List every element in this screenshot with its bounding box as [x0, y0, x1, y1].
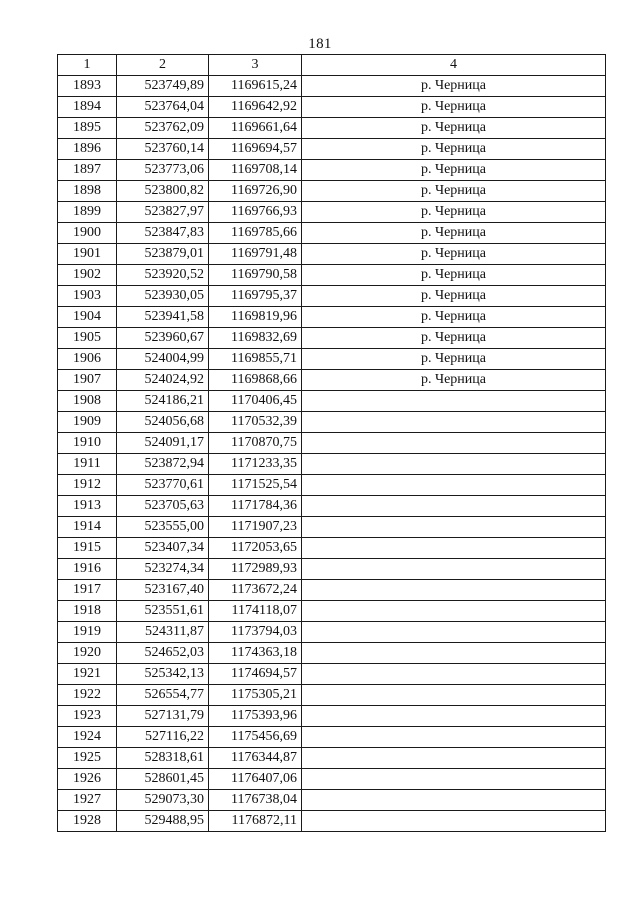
table-row	[58, 118, 606, 139]
note-cell	[302, 727, 606, 748]
coordinate-x-cell: 523827,97	[117, 202, 209, 223]
point-number-cell: 1924	[58, 727, 117, 748]
table-row	[58, 391, 606, 412]
column-header-4: 4	[302, 55, 606, 76]
coordinate-x-cell: 523407,34	[117, 538, 209, 559]
point-number-cell: 1895	[58, 118, 117, 139]
note-cell	[302, 475, 606, 496]
point-number-cell: 1897	[58, 160, 117, 181]
page-number: 181	[308, 36, 332, 52]
coordinate-x-cell: 523960,67	[117, 328, 209, 349]
note-cell: р. Черница	[302, 160, 606, 181]
point-number-cell: 1904	[58, 307, 117, 328]
coordinate-x-cell: 523762,09	[117, 118, 209, 139]
coordinate-x-cell: 523773,06	[117, 160, 209, 181]
coordinate-x-cell: 528318,61	[117, 748, 209, 769]
coordinate-y-cell: 1169819,96	[209, 307, 302, 328]
coordinate-x-cell: 523930,05	[117, 286, 209, 307]
point-number-cell: 1917	[58, 580, 117, 601]
point-number-cell: 1902	[58, 265, 117, 286]
coordinate-x-cell: 523749,89	[117, 76, 209, 97]
note-cell	[302, 559, 606, 580]
point-number-cell: 1920	[58, 643, 117, 664]
coordinate-y-cell: 1169708,14	[209, 160, 302, 181]
coordinate-y-cell: 1170406,45	[209, 391, 302, 412]
coordinate-x-cell: 523274,34	[117, 559, 209, 580]
coordinate-x-cell: 523705,63	[117, 496, 209, 517]
table-row	[58, 160, 606, 181]
table-row	[58, 517, 606, 538]
point-number-cell: 1909	[58, 412, 117, 433]
coordinate-y-cell: 1169661,64	[209, 118, 302, 139]
note-cell	[302, 811, 606, 832]
point-number-cell: 1916	[58, 559, 117, 580]
table-row	[58, 727, 606, 748]
coordinate-x-cell: 523760,14	[117, 139, 209, 160]
column-header-3: 3	[209, 55, 302, 76]
note-cell: р. Черница	[302, 76, 606, 97]
coordinate-y-cell: 1169791,48	[209, 244, 302, 265]
coordinate-x-cell: 524024,92	[117, 370, 209, 391]
table-row	[58, 538, 606, 559]
coordinate-x-cell: 527116,22	[117, 727, 209, 748]
table-body	[58, 76, 606, 832]
table-row	[58, 328, 606, 349]
column-header-1: 1	[58, 55, 117, 76]
coordinate-y-cell: 1169785,66	[209, 223, 302, 244]
coordinate-y-cell: 1174694,57	[209, 664, 302, 685]
point-number-cell: 1925	[58, 748, 117, 769]
table-row	[58, 349, 606, 370]
point-number-cell: 1893	[58, 76, 117, 97]
coordinate-x-cell: 523167,40	[117, 580, 209, 601]
coordinate-y-cell: 1171233,35	[209, 454, 302, 475]
coordinate-y-cell: 1175456,69	[209, 727, 302, 748]
coordinate-x-cell: 523879,01	[117, 244, 209, 265]
note-cell	[302, 601, 606, 622]
coordinate-y-cell: 1170532,39	[209, 412, 302, 433]
note-cell: р. Черница	[302, 307, 606, 328]
coordinate-y-cell: 1174363,18	[209, 643, 302, 664]
note-cell: р. Черница	[302, 118, 606, 139]
coordinate-y-cell: 1176738,04	[209, 790, 302, 811]
table-row	[58, 643, 606, 664]
table-row	[58, 811, 606, 832]
table-row	[58, 97, 606, 118]
point-number-cell: 1907	[58, 370, 117, 391]
coordinate-x-cell: 523800,82	[117, 181, 209, 202]
note-cell	[302, 790, 606, 811]
coordinate-y-cell: 1169868,66	[209, 370, 302, 391]
coordinate-x-cell: 529488,95	[117, 811, 209, 832]
note-cell	[302, 706, 606, 727]
coordinate-x-cell: 523920,52	[117, 265, 209, 286]
note-cell	[302, 433, 606, 454]
note-cell	[302, 685, 606, 706]
coordinate-x-cell: 526554,77	[117, 685, 209, 706]
point-number-cell: 1894	[58, 97, 117, 118]
coordinate-x-cell: 529073,30	[117, 790, 209, 811]
note-cell: р. Черница	[302, 328, 606, 349]
coordinate-x-cell: 523941,58	[117, 307, 209, 328]
note-cell	[302, 496, 606, 517]
note-cell	[302, 391, 606, 412]
table-row	[58, 454, 606, 475]
coordinate-x-cell: 524004,99	[117, 349, 209, 370]
coordinate-y-cell: 1172989,93	[209, 559, 302, 580]
point-number-cell: 1913	[58, 496, 117, 517]
coordinate-y-cell: 1169855,71	[209, 349, 302, 370]
coordinate-y-cell: 1176872,11	[209, 811, 302, 832]
table-row	[58, 370, 606, 391]
coordinate-y-cell: 1171525,54	[209, 475, 302, 496]
table-row	[58, 685, 606, 706]
point-number-cell: 1900	[58, 223, 117, 244]
coordinate-y-cell: 1175305,21	[209, 685, 302, 706]
table-row	[58, 601, 606, 622]
point-number-cell: 1919	[58, 622, 117, 643]
note-cell: р. Черница	[302, 244, 606, 265]
point-number-cell: 1918	[58, 601, 117, 622]
coordinate-y-cell: 1169726,90	[209, 181, 302, 202]
coordinate-y-cell: 1171907,23	[209, 517, 302, 538]
coordinate-y-cell: 1176407,06	[209, 769, 302, 790]
coordinate-y-cell: 1173794,03	[209, 622, 302, 643]
table-row	[58, 139, 606, 160]
coordinate-y-cell: 1169795,37	[209, 286, 302, 307]
coordinate-y-cell: 1169832,69	[209, 328, 302, 349]
coordinate-y-cell: 1176344,87	[209, 748, 302, 769]
table-row	[58, 769, 606, 790]
table-row	[58, 202, 606, 223]
point-number-cell: 1922	[58, 685, 117, 706]
table-row	[58, 307, 606, 328]
point-number-cell: 1911	[58, 454, 117, 475]
column-header-2: 2	[117, 55, 209, 76]
table-row	[58, 76, 606, 97]
table-row	[58, 622, 606, 643]
coordinate-y-cell: 1174118,07	[209, 601, 302, 622]
point-number-cell: 1903	[58, 286, 117, 307]
coordinate-x-cell: 524186,21	[117, 391, 209, 412]
coordinate-y-cell: 1169766,93	[209, 202, 302, 223]
coordinate-x-cell: 523551,61	[117, 601, 209, 622]
point-number-cell: 1896	[58, 139, 117, 160]
point-number-cell: 1923	[58, 706, 117, 727]
note-cell	[302, 748, 606, 769]
note-cell: р. Черница	[302, 139, 606, 160]
note-cell: р. Черница	[302, 202, 606, 223]
coordinate-y-cell: 1173672,24	[209, 580, 302, 601]
coordinate-x-cell: 524091,17	[117, 433, 209, 454]
note-cell: р. Черница	[302, 97, 606, 118]
table-row	[58, 181, 606, 202]
coordinate-y-cell: 1169790,58	[209, 265, 302, 286]
point-number-cell: 1921	[58, 664, 117, 685]
table-row	[58, 223, 606, 244]
note-cell: р. Черница	[302, 223, 606, 244]
table-row	[58, 706, 606, 727]
table-row	[58, 244, 606, 265]
point-number-cell: 1905	[58, 328, 117, 349]
point-number-cell: 1915	[58, 538, 117, 559]
coordinate-x-cell: 523764,04	[117, 97, 209, 118]
note-cell: р. Черница	[302, 349, 606, 370]
table-header	[58, 55, 606, 76]
table-row	[58, 433, 606, 454]
point-number-cell: 1910	[58, 433, 117, 454]
point-number-cell: 1927	[58, 790, 117, 811]
table-row	[58, 496, 606, 517]
table-row	[58, 475, 606, 496]
coordinate-x-cell: 524056,68	[117, 412, 209, 433]
point-number-cell: 1898	[58, 181, 117, 202]
note-cell	[302, 664, 606, 685]
table-row	[58, 559, 606, 580]
coordinate-x-cell: 525342,13	[117, 664, 209, 685]
note-cell: р. Черница	[302, 181, 606, 202]
coordinate-x-cell: 523847,83	[117, 223, 209, 244]
coordinate-x-cell: 523770,61	[117, 475, 209, 496]
note-cell	[302, 454, 606, 475]
point-number-cell: 1899	[58, 202, 117, 223]
table-row	[58, 286, 606, 307]
coordinate-x-cell: 524652,03	[117, 643, 209, 664]
table-row	[58, 412, 606, 433]
coordinate-y-cell: 1169694,57	[209, 139, 302, 160]
note-cell	[302, 580, 606, 601]
coordinate-y-cell: 1175393,96	[209, 706, 302, 727]
note-cell	[302, 412, 606, 433]
point-number-cell: 1928	[58, 811, 117, 832]
coordinate-y-cell: 1171784,36	[209, 496, 302, 517]
point-number-cell: 1908	[58, 391, 117, 412]
note-cell: р. Черница	[302, 265, 606, 286]
coordinate-y-cell: 1169642,92	[209, 97, 302, 118]
note-cell: р. Черница	[302, 286, 606, 307]
point-number-cell: 1906	[58, 349, 117, 370]
coordinate-y-cell: 1172053,65	[209, 538, 302, 559]
table-row	[58, 748, 606, 769]
table-row	[58, 265, 606, 286]
coordinate-x-cell: 523555,00	[117, 517, 209, 538]
note-cell	[302, 517, 606, 538]
point-number-cell: 1901	[58, 244, 117, 265]
point-number-cell: 1914	[58, 517, 117, 538]
note-cell: р. Черница	[302, 370, 606, 391]
coordinate-x-cell: 527131,79	[117, 706, 209, 727]
table-row	[58, 664, 606, 685]
coordinate-x-cell: 523872,94	[117, 454, 209, 475]
coordinates-table	[57, 54, 606, 832]
point-number-cell: 1926	[58, 769, 117, 790]
table-row	[58, 580, 606, 601]
coordinate-x-cell: 528601,45	[117, 769, 209, 790]
header-row	[58, 55, 606, 76]
note-cell	[302, 538, 606, 559]
coordinate-x-cell: 524311,87	[117, 622, 209, 643]
note-cell	[302, 769, 606, 790]
note-cell	[302, 643, 606, 664]
coordinate-y-cell: 1170870,75	[209, 433, 302, 454]
coordinate-y-cell: 1169615,24	[209, 76, 302, 97]
note-cell	[302, 622, 606, 643]
table-row	[58, 790, 606, 811]
point-number-cell: 1912	[58, 475, 117, 496]
